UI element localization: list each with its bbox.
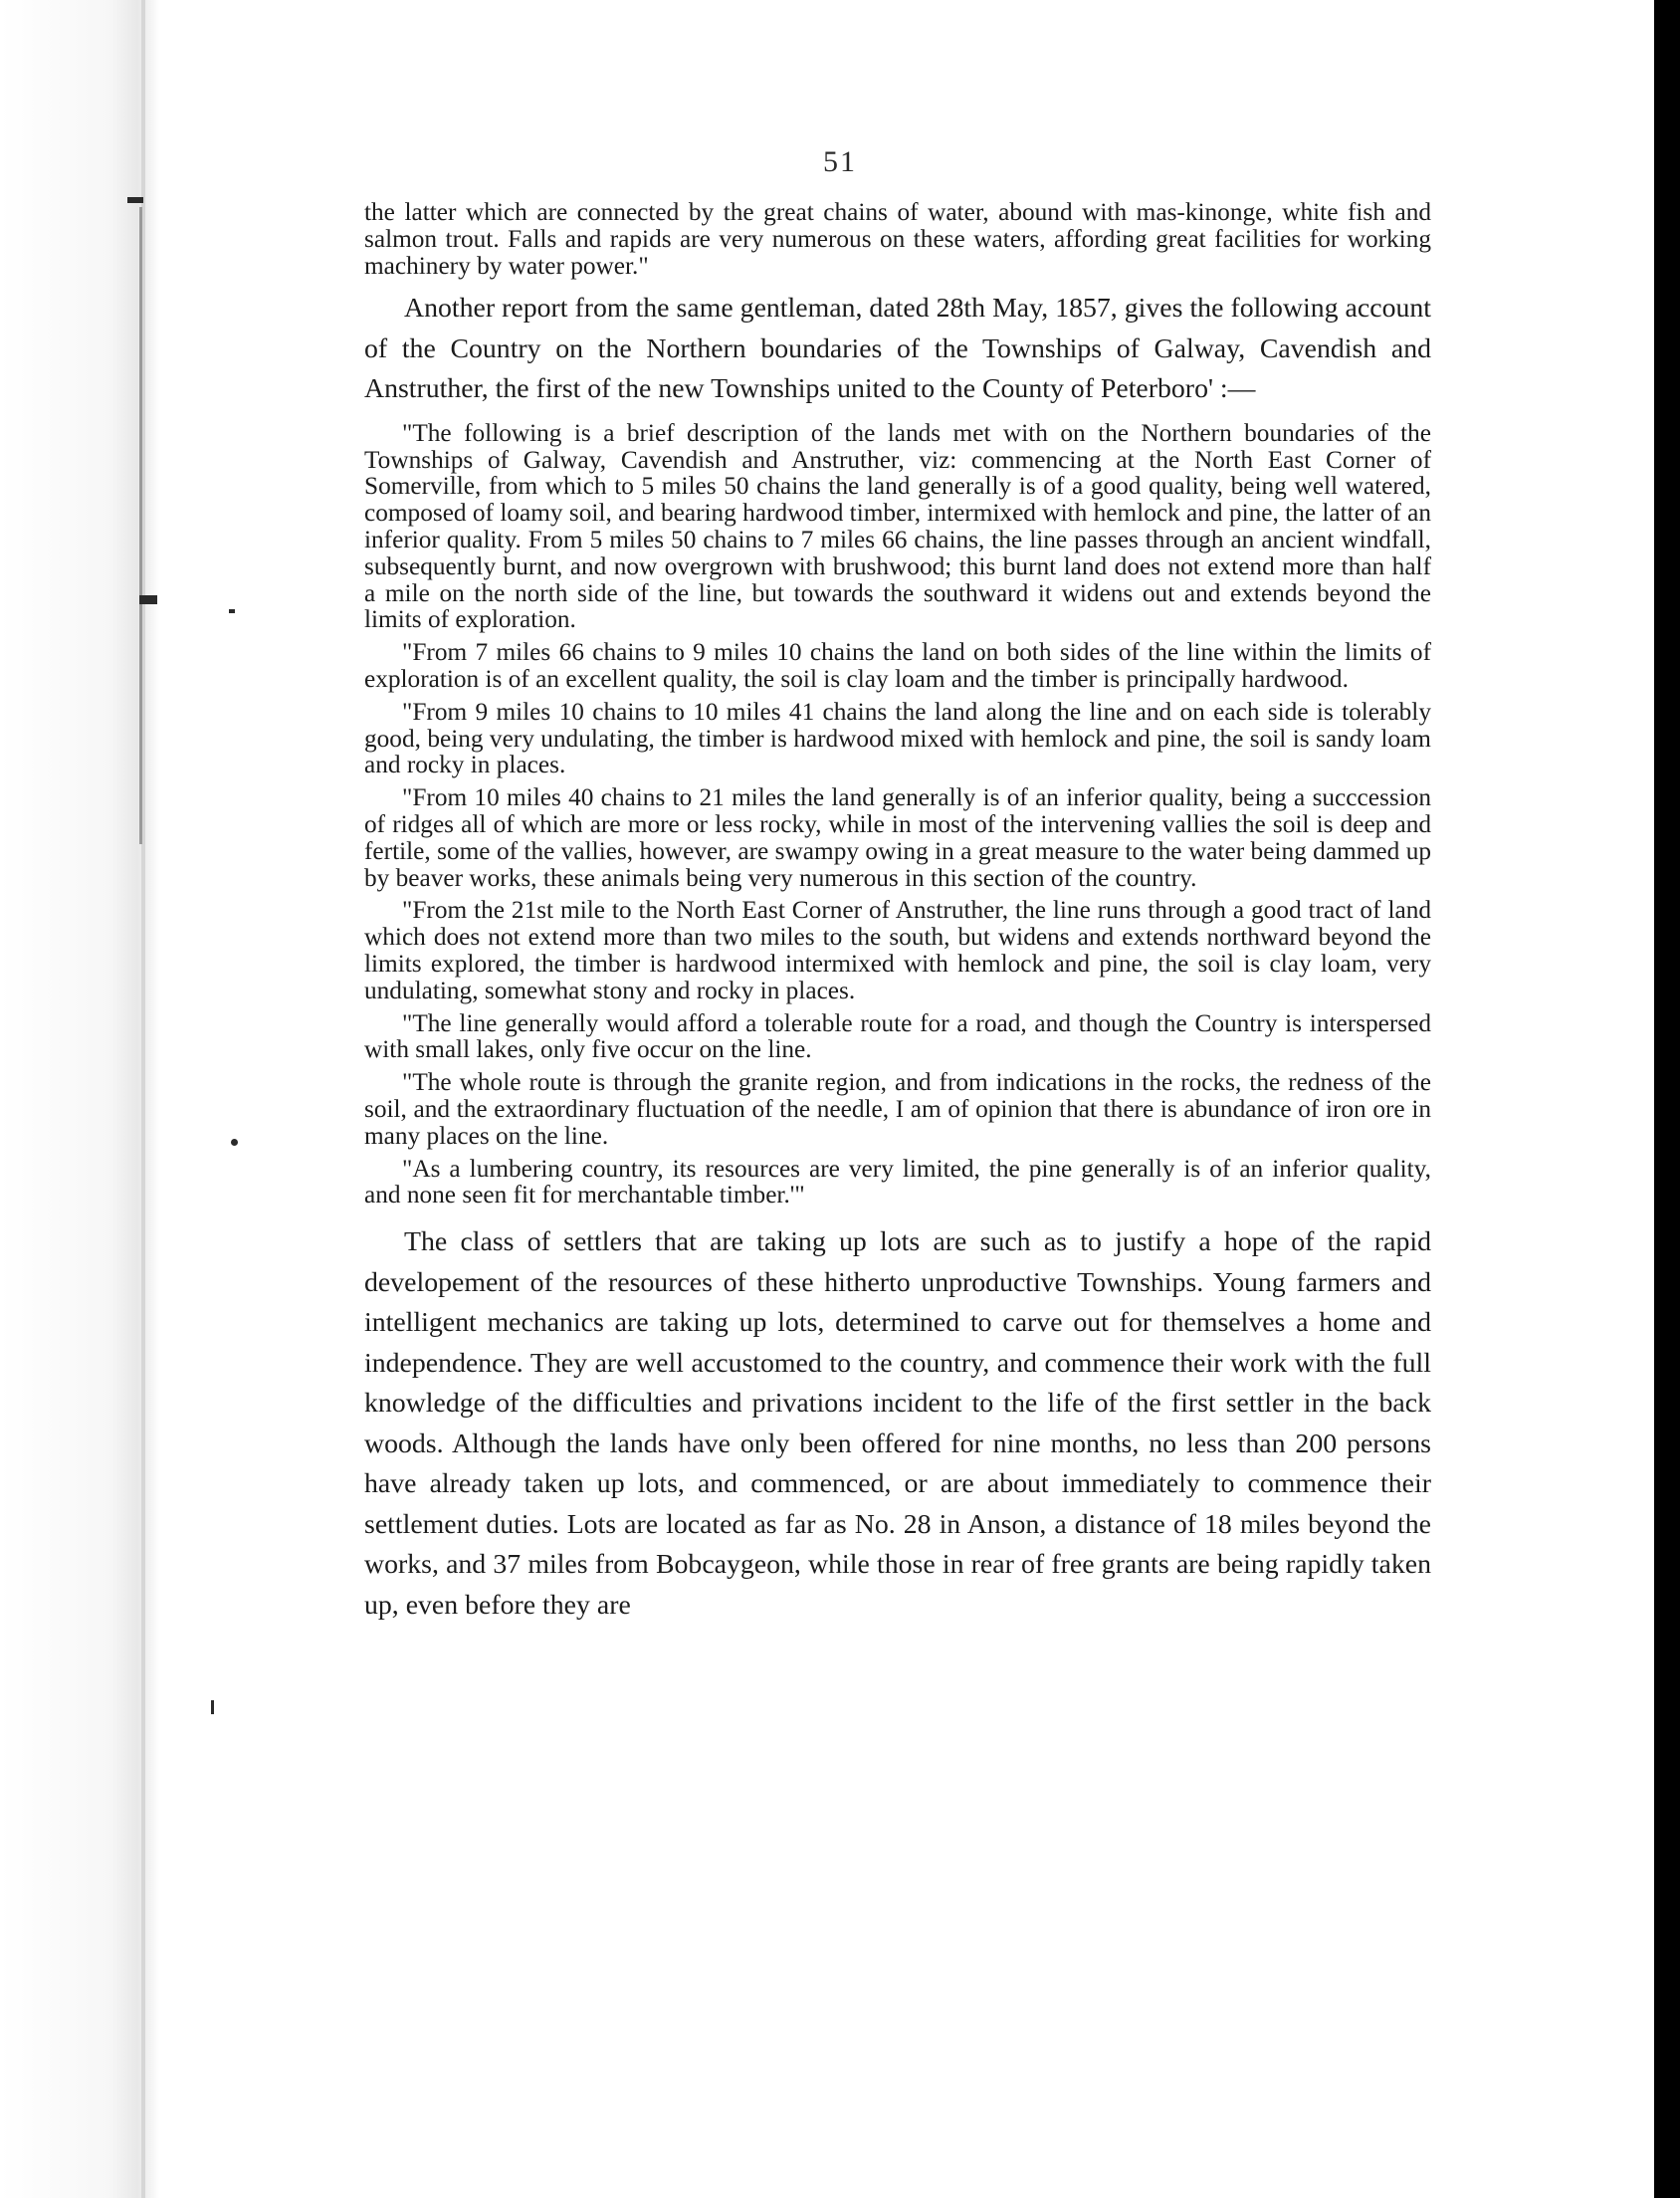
text-body — [364, 199, 1431, 1626]
scan-speck — [139, 595, 157, 604]
scan-edge-border — [1654, 0, 1680, 2198]
binding-gutter — [0, 0, 159, 2198]
quoted-paragraph: "The following is a brief description of the lands met with on the Northern boundaries of the Townships of Galway, Cavendish and Anstruther, viz: commencing at the North East Corner of Somerville, from which to 5 miles 50 chains the land generally is of a good quality, being well watered, composed of loamy soil, and bearing hardwood timber, intermixed with hemlock and pine, the latter of an inferior quality. From 5 miles 50 chains to 7 miles 66 chains, the line passes through an ancient windfall, subsequently burnt, and now overgrown with brushwood; this burnt land does not extend more than half a mile on the north side of the line, but towards the southward it widens out and extends beyond the limits of exploration. — [364, 418, 1431, 634]
quoted-paragraph: "From the 21st mile to the North East Corner of Anstruther, the line runs through a good tract of land which does not extend more than two miles to the south, but widens and extends northward beyond the limits explored, the timber is hardwood intermixed with hemlock and pine, the soil is clay loam, very undulating, somewhat stony and rocky in places. — [364, 896, 1431, 1004]
page-number: 51 — [823, 145, 857, 178]
quoted-paragraph: "The whole route is through the granite region, and from indications in the rocks, the redness of the soil, and the extraordinary fluctuation of the needle, I am of opinion that there is abundance of iron ore in many places on the line. — [364, 1068, 1431, 1150]
quoted-paragraph: "From 10 miles 40 chains to 21 miles the land generally is of an inferior quality, being a succcession of ridges all of which are more or less rocky, while in most of the intervening vallies the soil is deep and fertile, some of the vallies, however, are swampy owing in a great measure to the water being dammed up by beaver works, these animals being very numerous in this section of the country. — [364, 783, 1431, 892]
quoted-paragraph: "As a lumbering country, its resources are very limited, the pine generally is of an inferior quality, and none seen fit for merchantable timber.'" — [364, 1154, 1431, 1209]
quoted-paragraph: "From 7 miles 66 chains to 9 miles 10 chains the land on both sides of the line within the limits of exploration is of an excellent quality, the soil is clay loam and the timber is principally hardwood. — [364, 638, 1431, 694]
scan-speck — [231, 1139, 238, 1146]
scan-speck — [211, 1700, 214, 1714]
paragraph: Another report from the same gentleman, dated 28th May, 1857, gives the following account of the Country on the Northern boundaries of the Townships of Galway, Cavendish and Anstruther, the first of the new Townships united to the County of Peterboro' :— — [364, 293, 1431, 405]
quoted-paragraph: "From 9 miles 10 chains to 10 miles 41 chains the land along the line and on each side is tolerably good, being very undulating, the timber is hardwood mixed with hemlock and pine, the soil is sandy loam and rocky in places. — [364, 697, 1431, 779]
paragraph: The class of settlers that are taking up lots are such as to justify a hope of the rapid developement of the resources of these hitherto unproductive Townships. Young farmers and intelligent mechanics are taking up lots, determined to carve out for themselves a home and independence. They are well accustomed to the country, and commence their work with the full knowledge of the difficulties and privations incident to the life of the first settler in the back woods. Although the lands have only been offered for nine months, no less than 200 persons have already taken up lots, and commenced, or are about immediately to commence their settlement duties. Lots are located as far as No. 28 in Anson, a distance of 18 miles beyond the works, and 37 miles from Bobcaygeon, while those in rear of free grants are being rapidly taken up, even before they are — [364, 1226, 1431, 1621]
quoted-paragraph: "The line generally would afford a tolerable route for a road, and though the Country is interspersed with small lakes, only five occur on the line. — [364, 1008, 1431, 1064]
scan-speck — [127, 197, 143, 203]
scan-speck — [229, 609, 235, 613]
scan-streak — [139, 207, 142, 844]
paragraph: the latter which are connected by the great chains of water, abound with mas-kinonge, white fish and salmon trout. Falls and rapids are very numerous on these waters, affording great facilities for working machinery by water power." — [364, 198, 1431, 280]
